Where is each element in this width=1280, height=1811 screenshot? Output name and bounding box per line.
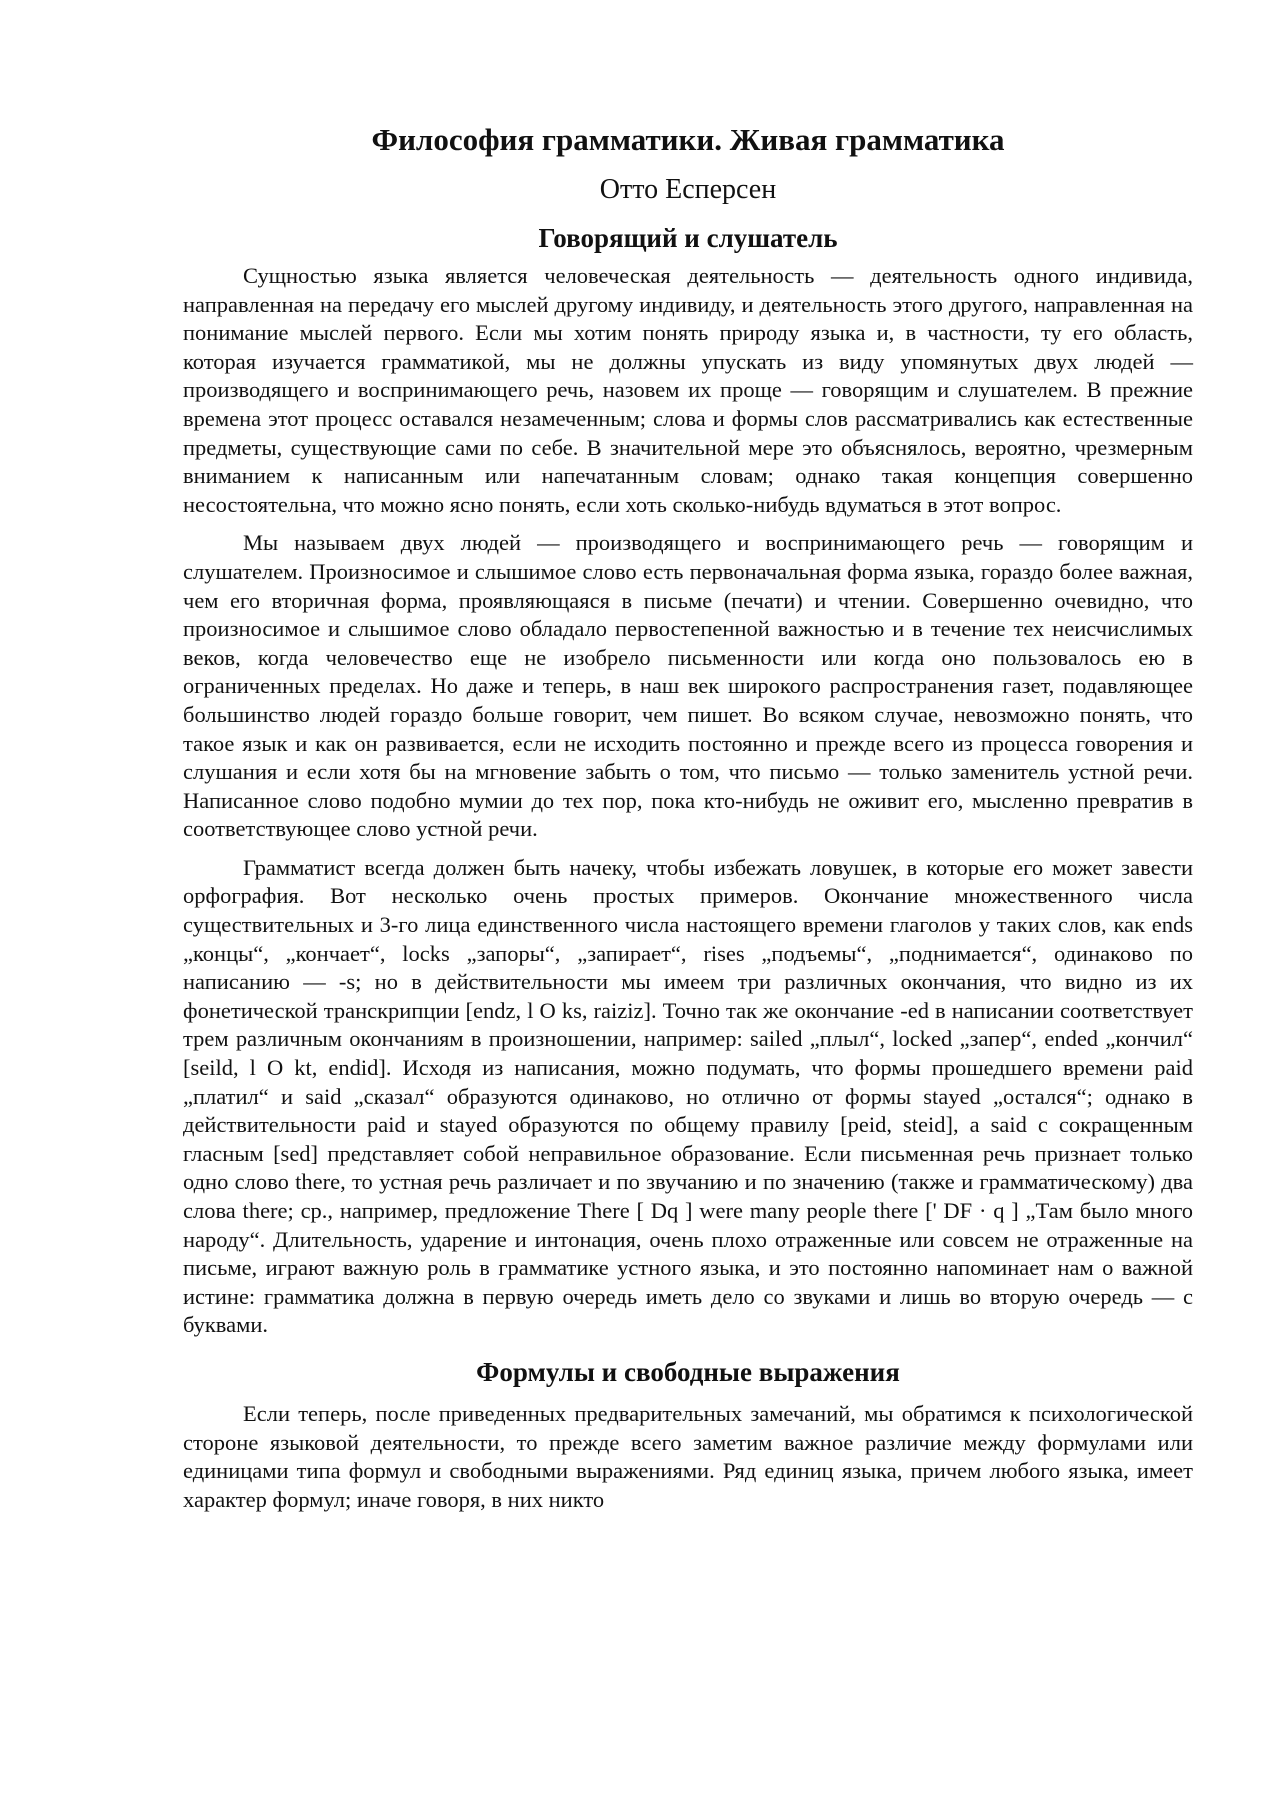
section-heading-speaker-listener: Говорящий и слушатель xyxy=(538,223,838,253)
paragraph: Сущностью языка является человеческая деятельность — деятельность одного индивида, направленная на передачу его мыслей другому индивиду, и деятельность этого другого, направленная на понимание мыслей первого. Если мы хотим понять природу языка и, в частности, ту его область, которая изучается грамматикой, мы не должны упускать из виду упомянутых двух людей — производящего и воспринимающего речь, назовем их проще — говорящим и слушателем. В прежние времена этот процесс оставался незамеченным; слова и формы слов рассматривались как естественные предметы, существующие сами по себе. В значительной мере это объяснялось, вероятно, чрезмерным вниманием к написанным или напечатанным словам; однако такая концепция совершенно несостоятельна, что можно ясно понять, если хоть сколько-нибудь вдуматься в этот вопрос. xyxy=(183,263,1193,517)
paragraph: Мы называем двух людей — производящего и воспринимающего речь — говорящим и слушателем. Произносимое и слышимое слово есть первоначальная форма языка, гораздо более важная, чем его вторичная форма, проявляющаяся в письме (печати) и чтении. Совершенно очевидно, что произносимое и слышимое слово обладало первостепенной важностью и в течение тех неисчислимых веков, когда человечество еще не изобрело письменности или когда оно пользовалось ею в ограниченных пределах. Но даже и теперь, в наш век широкого распространения газет, подавляющее большинство людей гораздо больше говорит, чем пишет. Во всяком случае, невозможно понять, что такое язык и как он развивается, если не исходить постоянно и прежде всего из процесса говорения и слушания и если хотя бы на мгновение забыть о том, что письмо — только заменитель устной речи. Написанное слово подобно мумии до тех пор, пока кто-нибудь не оживит его, мысленно превратив в соответствующее слово устной речи. xyxy=(183,530,1193,842)
section-heading-formulas: Формулы и свободные выражения xyxy=(476,1356,900,1387)
document-page xyxy=(183,120,1193,1524)
paragraph: Грамматист всегда должен быть начеку, чтобы избежать ловушек, в которые его может завести орфография. Вот несколько очень простых примеров. Окончание множественного числа существительных и 3-го лица единственного числа настоящего времени глаголов у таких слов, как ends „концы“, „кончает“, locks „запоры“, „запирает“, rises „подъемы“, „поднимается“, одинаково по написанию — -s; но в действительности мы имеем три различных окончания, что видно из их фонетической транскрипции [endz, l O ks, raiziz]. Точно так же окончание -ed в написании соответствует трем различным окончаниям в произношении, например: sailed „плыл“, locked „запер“, ended „кончил“ [seild, l O kt, endid]. Исходя из написания, можно подумать, что формы прошедшего времени paid „платил“ и said „сказал“ образуются одинаково, но отлично от формы stayed „остался“; однако в действительности paid и stayed образуются по общему правилу [peid, steid], a said с сокращенным гласным [sed] представляет собой неправильное образование. Если письменная речь признает только одно слово there, то устная речь различает и по звучанию и по значению (также и грамматическому) два слова there; ср., например, предложение There [ Dq ] were many people there [' DF · q ] „Там было много народу“. Длительность, ударение и интонация, очень плохо отраженные или совсем не отраженные на письме, играют важную роль в грамматике устного языка, и это постоянно напоминает нам о важной истине: грамматика должна в первую очередь иметь дело со звуками и лишь во вторую очередь — с буквами. xyxy=(183,854,1193,1338)
document-title: Философия грамматики. Живая грамматика xyxy=(371,122,1005,157)
document-author: Отто Есперсен xyxy=(599,174,777,205)
paragraph: Если теперь, после приведенных предварительных замечаний, мы обратимся к психологической стороне языковой деятельности, то прежде всего заметим важное различие между формулами или единицами типа формул и свободными выражениями. Ряд единиц языка, причем любого языка, имеет характер формул; иначе говоря, в них никто xyxy=(183,1400,1193,1512)
